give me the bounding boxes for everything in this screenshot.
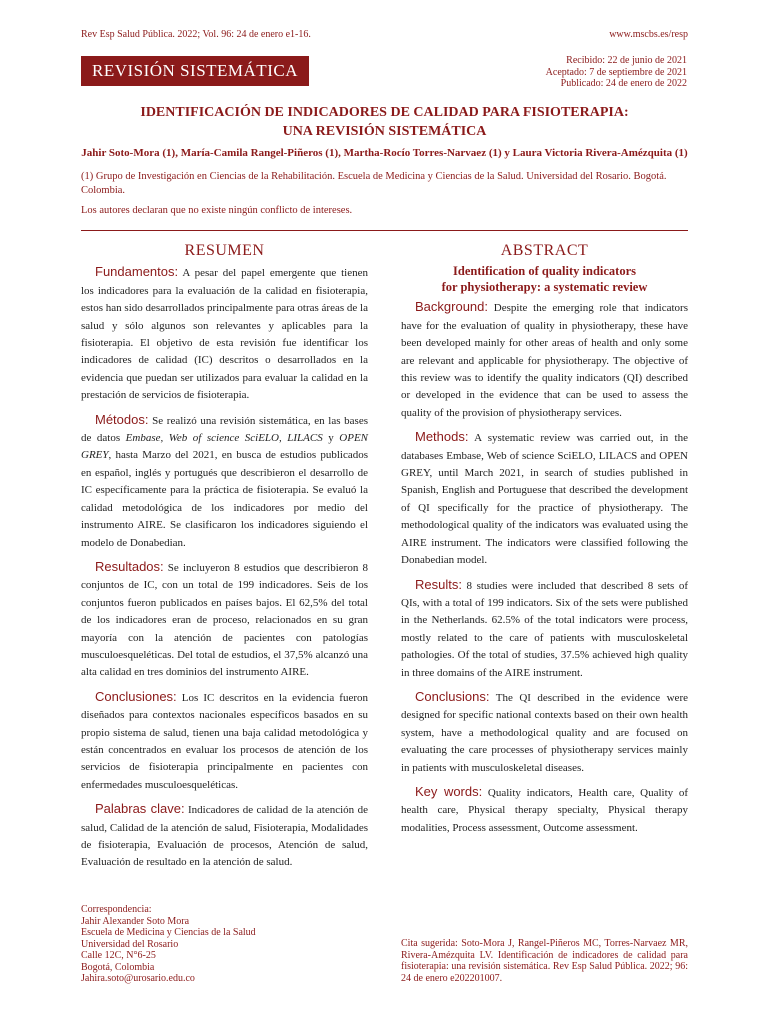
conclusions-text: The QI described in the evidence were designed for specific national contexts based on their own health system, have a methodological quality and are focused on evaluating the care processes of physiotherapy services mainly in patients with musculoskeletal diseases. bbox=[401, 691, 688, 774]
conclusions-label: Conclusions: bbox=[415, 688, 490, 704]
keywords-text: Quality indicators, Health care, Quality of health care, Physical therapy specialty, Physical therapy modalities, Process assessment, Outcome assessment. bbox=[401, 786, 688, 834]
metodos-opengrey: OPEN GREY bbox=[81, 432, 369, 462]
journal-website[interactable]: www.mscbs.es/resp bbox=[609, 29, 688, 40]
abstract-column bbox=[401, 242, 688, 843]
fundamentos-text: A pesar del papel emergente que tienen los indicadores para la evaluación de la calidad en fisioterapia, estos han sido desarrollados principalmente para otras áreas de la salud y sólo algunos son relevantes y aplicables para la fisioterapia. El objetivo de esta revisión fue identificar los indicadores de calidad (IC) descritos o desarrollados en la evidencia que puedan ser utilizados para evaluar la calidad en la prestación de servicios de fisioterapia. bbox=[81, 267, 368, 402]
conclusiones-label: Conclusiones: bbox=[95, 688, 177, 704]
section-banner: REVISIÓN SISTEMÁTICA bbox=[81, 56, 309, 86]
methods-text: A systematic review was carried out, in the databases Embase, Web of science SciELO, LILACS and OPEN GREY, until March 2021, in search of studies published in Spanish, English and Portuguese that described the development of QI specifically for the practice of physiotherapy. The methodological quality of the indicators was evaluated using the AIRE instrument. The indicators were classified following the Donabedian model. bbox=[401, 432, 688, 567]
correspondence-street: Calle 12C, N°6-25 bbox=[81, 950, 156, 961]
resultados-label: Resultados: bbox=[95, 558, 164, 574]
conflict-statement: Los autores declaran que no existe ningún conflicto de intereses. bbox=[81, 205, 353, 216]
metodos-and: y bbox=[328, 432, 334, 445]
suggested-citation: Cita sugerida: Soto-Mora J, Rangel-Piñeros MC, Torres-Narvaez MR, Rivera-Amézquita LV. Identificación de indicadores de calidad para fisioterapia: una revisión sistemática. Rev Esp Salud Pública. 2022; 96: 24 de enero e202201007. bbox=[401, 938, 688, 984]
fundamentos-paragraph bbox=[81, 263, 368, 404]
correspondence-label: Correspondencia: bbox=[81, 904, 152, 915]
article-title bbox=[81, 103, 688, 141]
methods-paragraph bbox=[401, 428, 688, 569]
keywords-label: Key words: bbox=[415, 783, 483, 799]
correspondence-name: Jahir Alexander Soto Mora bbox=[81, 915, 190, 927]
conclusiones-text: Los IC descritos en la evidencia fueron diseñados para contextos nacionales específicos basados en su propio sistema de salud, tienen una baja calidad metodológica y están concentrados en evaluar los procesos de atención de los servicios de fisioterapia principalmente en pacientes con enfermedades musculoesqueléticas. bbox=[81, 691, 369, 791]
resultados-text: Se incluyeron 8 estudios que describieron 8 conjuntos de IC, con un total de 199 indicadores. Seis de los conjuntos fueron publicados en países bajos. El 62,5% del total de los indicadores eran de proceso, relacionados en su gran mayoría con la atención de pacientes con patologías musculoesqueléticas. Del total de estudios, el 37,5% alcanzó una alta calidad en tres dominios del instrumento AIRE. bbox=[81, 561, 368, 679]
resumen-column bbox=[81, 242, 368, 878]
title-line-2: UNA REVISIÓN SISTEMÁTICA bbox=[282, 124, 487, 139]
dates-block bbox=[546, 55, 687, 90]
correspondence-dept: Escuela de Medicina y Ciencias de la Salud bbox=[81, 927, 256, 938]
results-paragraph bbox=[401, 576, 688, 682]
palabras-text: Indicadores de calidad de la atención de salud, Calidad de la atención de salud, Fisioterapia, Modalidades de fisioterapia, Evaluación de procesos, Atención de salud, Evaluación de resultado en la atención de salud. bbox=[81, 804, 368, 869]
metodos-text-1: Se realizó una revisión sistemática, en las bases de datos bbox=[81, 414, 368, 445]
authors: Jahir Soto-Mora (1), María-Camila Rangel-Piñeros (1), Martha-Rocío Torres-Narvaez (1) y Laura Victoria Rivera-Amézquita (1) bbox=[81, 147, 688, 159]
metodos-label: Métodos: bbox=[95, 411, 149, 427]
divider bbox=[81, 230, 688, 231]
english-title-line-1: Identification of quality indicators bbox=[453, 264, 636, 279]
metodos-text-2: , hasta Marzo del 2021, en busca de estudios publicados en español, inglés y portugués que describieron el desarrollo de IC específicamente para la práctica de fisioterapia. Se evaluó la calidad metodológica de los indicadores por medio del instrumento AIRE. Se clasificaron los indicadores siguiendo el modelo de Donabedian. bbox=[81, 449, 368, 549]
correspondence-block bbox=[81, 904, 256, 985]
palabras-label: Palabras clave: bbox=[95, 801, 185, 817]
background-label: Background: bbox=[415, 299, 488, 315]
results-text: 8 studies were included that described 8 sets of QIs, with a total of 199 indicators. Six of the sets were published in the Netherlands. 62.5% of the total indicators were process, mostly related to the care of patients with musculoskeletal pathologies. Of the total of studies, 37.5% achieved high quality in three domains of the AIRE instrument. bbox=[401, 579, 688, 679]
metodos-paragraph bbox=[81, 411, 368, 552]
accepted-date: Aceptado: 7 de septiembre de 2021 bbox=[545, 66, 687, 78]
results-label: Results: bbox=[415, 576, 462, 592]
background-text: Despite the emerging role that indicators have for the evaluation of quality in physiotherapy, these have been developed mainly for other areas of health and only some are relevant and applicable for physiotherapy. The objective of this review was to identify the quality indicators (QI) described or developed in the evidence that can be used to assess the quality of the provision of physiotherapy services. bbox=[401, 302, 689, 419]
received-date: Recibido: 22 de junio de 2021 bbox=[566, 55, 687, 66]
english-title bbox=[401, 263, 688, 295]
fundamentos-label: Fundamentos: bbox=[95, 264, 179, 280]
correspondence-email[interactable]: Jahira.soto@urosario.edu.co bbox=[81, 973, 195, 984]
correspondence-univ: Universidad del Rosario bbox=[81, 938, 179, 950]
keywords-paragraph bbox=[401, 783, 688, 837]
palabras-paragraph bbox=[81, 800, 368, 872]
journal-citation: Rev Esp Salud Pública. 2022; Vol. 96: 24 de enero e1-16. bbox=[81, 29, 311, 40]
metodos-databases: Embase, Web of science SciELO, LILACS bbox=[125, 432, 323, 445]
abstract-heading: ABSTRACT bbox=[500, 242, 589, 259]
affiliation: (1) Grupo de Investigación en Ciencias de la Rehabilitación. Escuela de Medicina y Ciencias de la Salud. Universidad del Rosario. Bogotá. Colombia. bbox=[81, 171, 667, 196]
background-paragraph bbox=[401, 298, 688, 422]
resumen-heading: RESUMEN bbox=[184, 242, 265, 259]
published-date: Publicado: 24 de enero de 2022 bbox=[560, 78, 687, 89]
methods-label: Methods: bbox=[415, 429, 469, 445]
resultados-paragraph bbox=[81, 558, 368, 682]
correspondence-city: Bogotá, Colombia bbox=[81, 961, 155, 973]
english-title-line-2: for physiotherapy: a systematic review bbox=[441, 280, 648, 295]
conclusiones-paragraph bbox=[81, 688, 368, 794]
conclusions-paragraph bbox=[401, 688, 688, 777]
title-line-1: IDENTIFICACIÓN DE INDICADORES DE CALIDAD PARA FISIOTERAPIA: bbox=[140, 105, 629, 120]
